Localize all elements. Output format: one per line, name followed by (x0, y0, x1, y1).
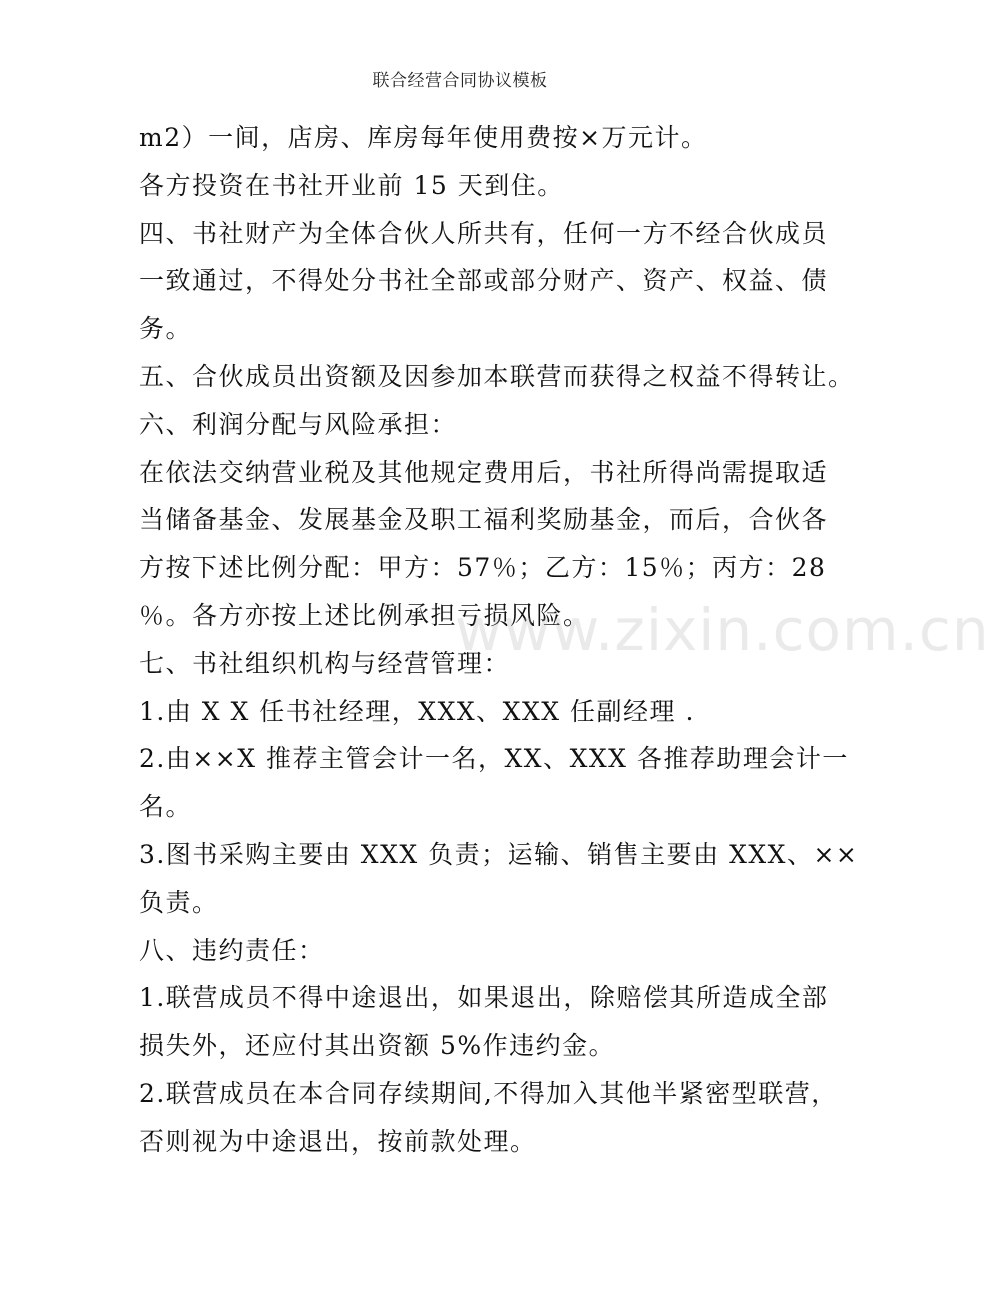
body-line: 七、书社组织机构与经营管理： (139, 648, 511, 678)
body-line: 各方投资在书社开业前 15 天到住。 (139, 170, 564, 200)
page-header-title: 联合经营合同协议模板 (372, 71, 548, 91)
body-line: 四、书社财产为全体合伙人所共有，任何一方不经合伙成员 (139, 218, 829, 248)
body-line: 一致通过，不得处分书社全部或部分财产、资产、权益、债 (139, 266, 829, 296)
body-line: 五、合伙成员出资额及因参加本联营而获得之权益不得转让。 (139, 361, 855, 391)
body-line: m2）一间，店房、库房每年使用费按×万元计。 (139, 123, 708, 152)
body-line: 名。 (139, 792, 193, 822)
body-line: 六、利润分配与风险承担： (139, 409, 458, 439)
body-line: ％。各方亦按上述比例承担亏损风险。 (139, 600, 590, 630)
body-line: 八、违约责任： (139, 935, 325, 965)
body-line: 3.图书采购主要由 XXX 负责；运输、销售主要由 XXX、×× (139, 839, 859, 869)
body-line: 负责。 (139, 887, 219, 917)
body-line: 损失外，还应付其出资额 5%作违约金。 (139, 1031, 616, 1061)
body-line: 方按下述比例分配：甲方：57％；乙方：15％；丙方：28 (139, 553, 827, 583)
document-body (139, 114, 859, 1166)
body-line: 1.联营成员不得中途退出，如果退出，除赔偿其所造成全部 (139, 983, 829, 1013)
body-line: 在依法交纳营业税及其他规定费用后，书社所得尚需提取适 (139, 457, 829, 487)
body-line: 2.由××X 推荐主管会计一名，XX、XXX 各推荐助理会计一 (139, 744, 849, 774)
body-line: 务。 (139, 314, 193, 344)
body-line: 当储备基金、发展基金及职工福利奖励基金，而后，合伙各 (139, 505, 829, 535)
body-line: 否则视为中途退出，按前款处理。 (139, 1126, 537, 1156)
body-line: 2.联营成员在本合同存续期间,不得加入其他半紧密型联营， (139, 1078, 838, 1108)
body-line: 1.由 X X 任书社经理，XXX、XXX 任副经理 . (139, 696, 695, 726)
watermark: www.zixin.com.cn (455, 596, 990, 664)
